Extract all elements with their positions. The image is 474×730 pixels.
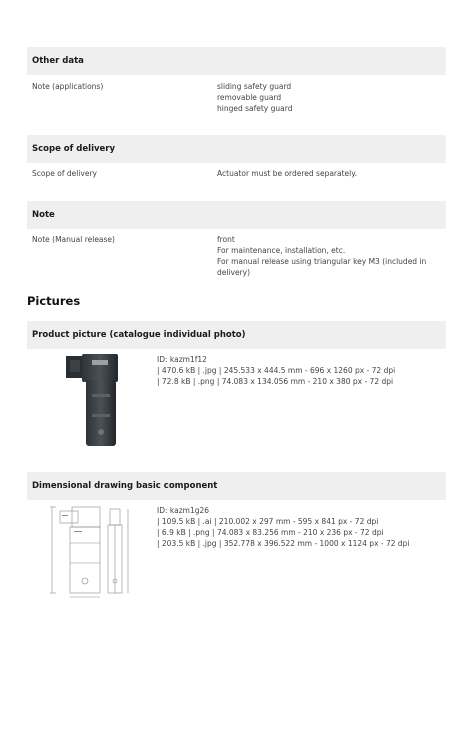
- value-line: For manual release using triangular key M3 (included in delivery): [217, 257, 427, 277]
- file-entry-link[interactable]: | 203.5 kB | .jpg | 352.778 x 396.522 mm - 1000 x 1124 px - 72 dpi: [157, 539, 410, 548]
- section-header-note: [27, 201, 446, 229]
- value-line: sliding safety guard: [217, 82, 292, 91]
- row-value-applications: [217, 81, 427, 114]
- pictures-heading: Pictures: [27, 294, 81, 308]
- row-label-scope: Scope of delivery: [32, 169, 97, 178]
- section-header-product-picture: [27, 321, 446, 349]
- section-title: Note: [32, 210, 55, 220]
- file-entry-link[interactable]: | 72.8 kB | .png | 74.083 x 134.056 mm - 210 x 380 px - 72 dpi: [157, 377, 394, 386]
- product-picture-info: [157, 354, 395, 387]
- section-title: Other data: [32, 56, 84, 66]
- section-title: Scope of delivery: [32, 144, 116, 154]
- section-title: Product picture (catalogue individual photo): [32, 330, 246, 340]
- row-label-applications: Note (applications): [32, 82, 104, 91]
- section-header-other-data: [27, 47, 446, 75]
- dimensional-drawing-thumbnail[interactable]: [44, 503, 140, 599]
- section-header-dimensional-drawing: [27, 472, 446, 500]
- value-line: For maintenance, installation, etc.: [217, 246, 346, 255]
- section-header-scope-of-delivery: [27, 135, 446, 163]
- value-line: Actuator must be ordered separately.: [217, 169, 358, 178]
- value-line: hinged safety guard: [217, 104, 293, 113]
- file-entry-link[interactable]: | 109.5 kB | .ai | 210.002 x 297 mm - 595 x 841 px - 72 dpi: [157, 517, 379, 526]
- dimensional-drawing-info: [157, 505, 410, 549]
- file-entry-link[interactable]: | 6.9 kB | .png | 74.083 x 83.256 mm - 210 x 236 px - 72 dpi: [157, 528, 384, 537]
- picture-id: ID: kazm1g26: [157, 506, 210, 515]
- row-value-manual-release: [217, 234, 427, 278]
- value-line: removable guard: [217, 93, 282, 102]
- product-photo-thumbnail[interactable]: [62, 352, 124, 448]
- value-line: front: [217, 235, 235, 244]
- file-entry-link[interactable]: | 470.6 kB | .jpg | 245.533 x 444.5 mm - 696 x 1260 px - 72 dpi: [157, 366, 396, 375]
- row-label-manual-release: Note (Manual release): [32, 235, 115, 244]
- picture-id: ID: kazm1f12: [157, 355, 207, 364]
- row-value-scope: [217, 168, 427, 179]
- section-title: Dimensional drawing basic component: [32, 481, 218, 491]
